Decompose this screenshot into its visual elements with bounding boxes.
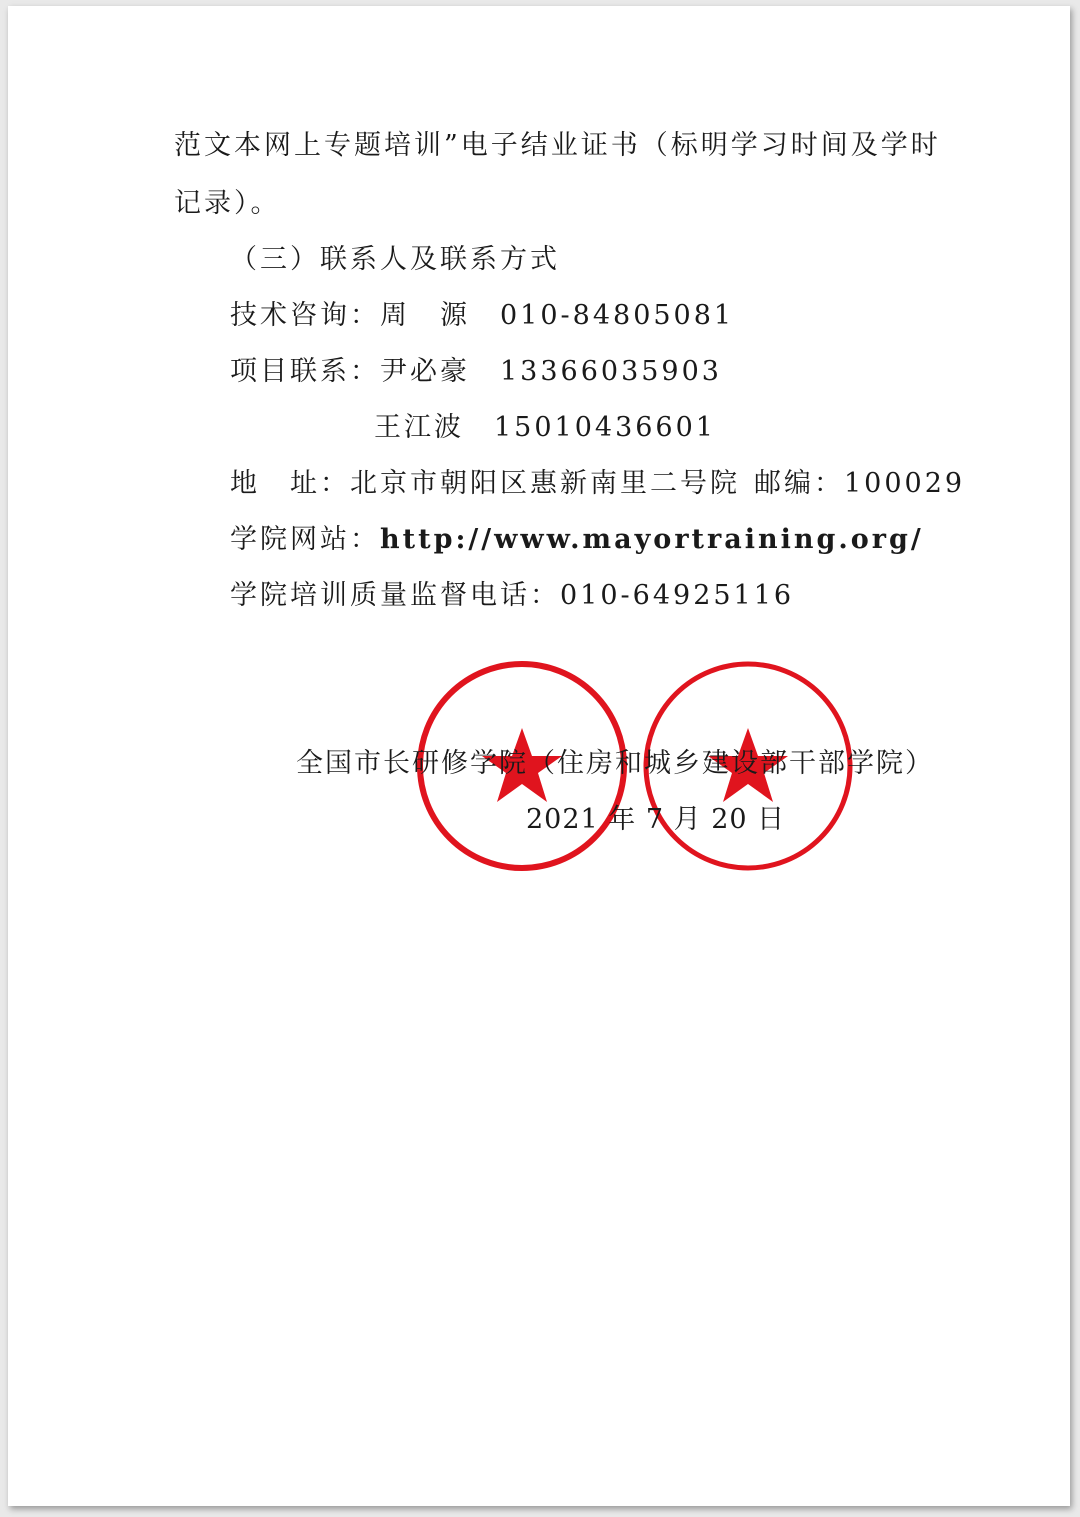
tech-contact-label: 技术咨询： [230,300,380,331]
project-contact-phone: 13366035903 [500,356,722,387]
signing-organization: 全国市长研修学院（住房和城乡建设部干部学院） [296,748,934,779]
project-contact-row-2 [374,414,716,441]
section-heading: （三）联系人及联系方式 [230,244,560,275]
hotline-row [230,582,794,609]
website-label: 学院网站： [230,524,380,555]
address-value: 北京市朝阳区惠新南里二号院 [350,468,740,499]
hotline-label: 学院培训质量监督电话： [230,580,560,611]
address-row [230,470,965,497]
tech-contact-name: 周 源 [380,300,470,331]
document-page [8,6,1070,1506]
hotline-value: 010-64925116 [560,580,795,611]
website-row [230,526,924,553]
project-contact-name: 尹必豪 [380,356,470,387]
project-contact-label: 项目联系： [230,356,380,387]
project-contact-row [230,358,722,385]
paragraph-continuation-line1: 范文本网上专题培训”电子结业证书（标明学习时间及学时 [174,130,941,161]
tech-contact-phone: 010-84805081 [500,300,735,331]
address-label: 地 址： [230,468,350,499]
signing-date: 2021 年 7 月 20 日 [526,804,786,835]
project-contact-phone: 15010436601 [494,412,716,443]
website-url[interactable]: http://www.mayortraining.org/ [380,524,924,555]
paragraph-continuation-line2: 记录）。 [174,188,281,219]
tech-contact-row [230,302,734,329]
postcode: 邮编：100029 [754,468,966,499]
project-contact-name: 王江波 [374,412,464,443]
